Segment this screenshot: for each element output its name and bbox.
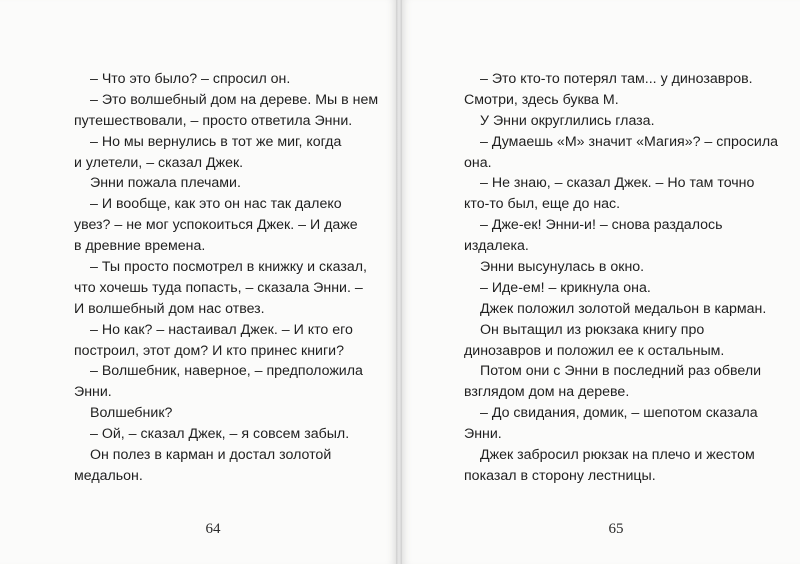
right-page [402, 0, 800, 564]
right-page-number: 65 [608, 521, 624, 537]
text-line: – Волшебник, наверное, – предположила [90, 363, 363, 380]
text-line: Волшебник? [90, 405, 173, 422]
right-page-text [464, 69, 778, 487]
left-page-text [74, 69, 378, 487]
text-line: что хочешь туда попасть, – сказала Энни. – [74, 279, 363, 296]
text-line: и улетели, – сказал Джек. [74, 154, 244, 171]
text-line: Энни. [74, 384, 112, 401]
left-page [0, 0, 396, 564]
text-line: Джек положил золотой медальон в карман. [480, 300, 767, 317]
text-line: – Ой, – сказал Джек, – я совсем забыл. [90, 426, 350, 443]
text-line: она. [464, 154, 492, 171]
text-line: – И вообще, как это он нас так далеко [90, 196, 342, 213]
text-line: – Не знаю, – сказал Джек. – Но там точно [480, 175, 755, 192]
text-line: – Ты просто посмотрел в книжку и сказал, [90, 259, 367, 276]
text-line: в древние времена. [74, 238, 206, 255]
text-line: Смотри, здесь буква М. [464, 91, 619, 108]
text-line: – Но как? – настаивал Джек. – И кто его [90, 321, 353, 338]
text-line: – Думаешь «М» значит «Магия»? – спросила [480, 133, 778, 150]
text-line: Энни высунулась в окно. [480, 259, 645, 276]
text-line: медальон. [74, 467, 143, 484]
text-line: Джек забросил рюкзак на плечо и жестом [480, 447, 755, 464]
text-line: Потом они с Энни в последний раз обвели [480, 363, 762, 380]
text-line: Энни пожала плечами. [90, 175, 241, 192]
text-line: взглядом дом на дереве. [464, 384, 630, 401]
text-line: Он полез в карман и достал золотой [90, 447, 332, 464]
text-line: У Энни округлились глаза. [480, 112, 655, 129]
text-line: кто-то был, еще до нас. [464, 196, 621, 213]
text-line: – Это волшебный дом на дереве. Мы в нем [90, 91, 379, 108]
text-line: – Что это было? – спросил он. [90, 71, 291, 87]
text-line: показал в сторону лестницы. [464, 467, 656, 484]
left-page-number: 64 [205, 521, 221, 537]
text-line: построил, этот дом? И кто принес книги? [74, 342, 344, 359]
text-line: И волшебный дом нас отвез. [74, 300, 265, 317]
text-line: издалека. [464, 238, 529, 255]
text-line: – До свидания, домик, – шепотом сказала [480, 405, 758, 422]
text-line: Он вытащил из рюкзака книгу про [480, 321, 705, 338]
text-line: – Дже-ек! Энни-и! – снова раздалось [480, 217, 723, 234]
text-line: увез? – не мог успокоиться Джек. – И даже [74, 217, 358, 234]
text-line: – Но мы вернулись в тот же миг, когда [90, 133, 342, 150]
text-line: динозавров и положил ее к остальным. [464, 342, 725, 359]
text-line: – Это кто-то потерял там... у динозавров. [480, 71, 753, 87]
text-line: Энни. [464, 426, 502, 443]
text-line: – Иде-ем! – крикнула она. [480, 279, 651, 296]
text-line: путешествовали, – просто ответила Энни. [74, 112, 353, 129]
